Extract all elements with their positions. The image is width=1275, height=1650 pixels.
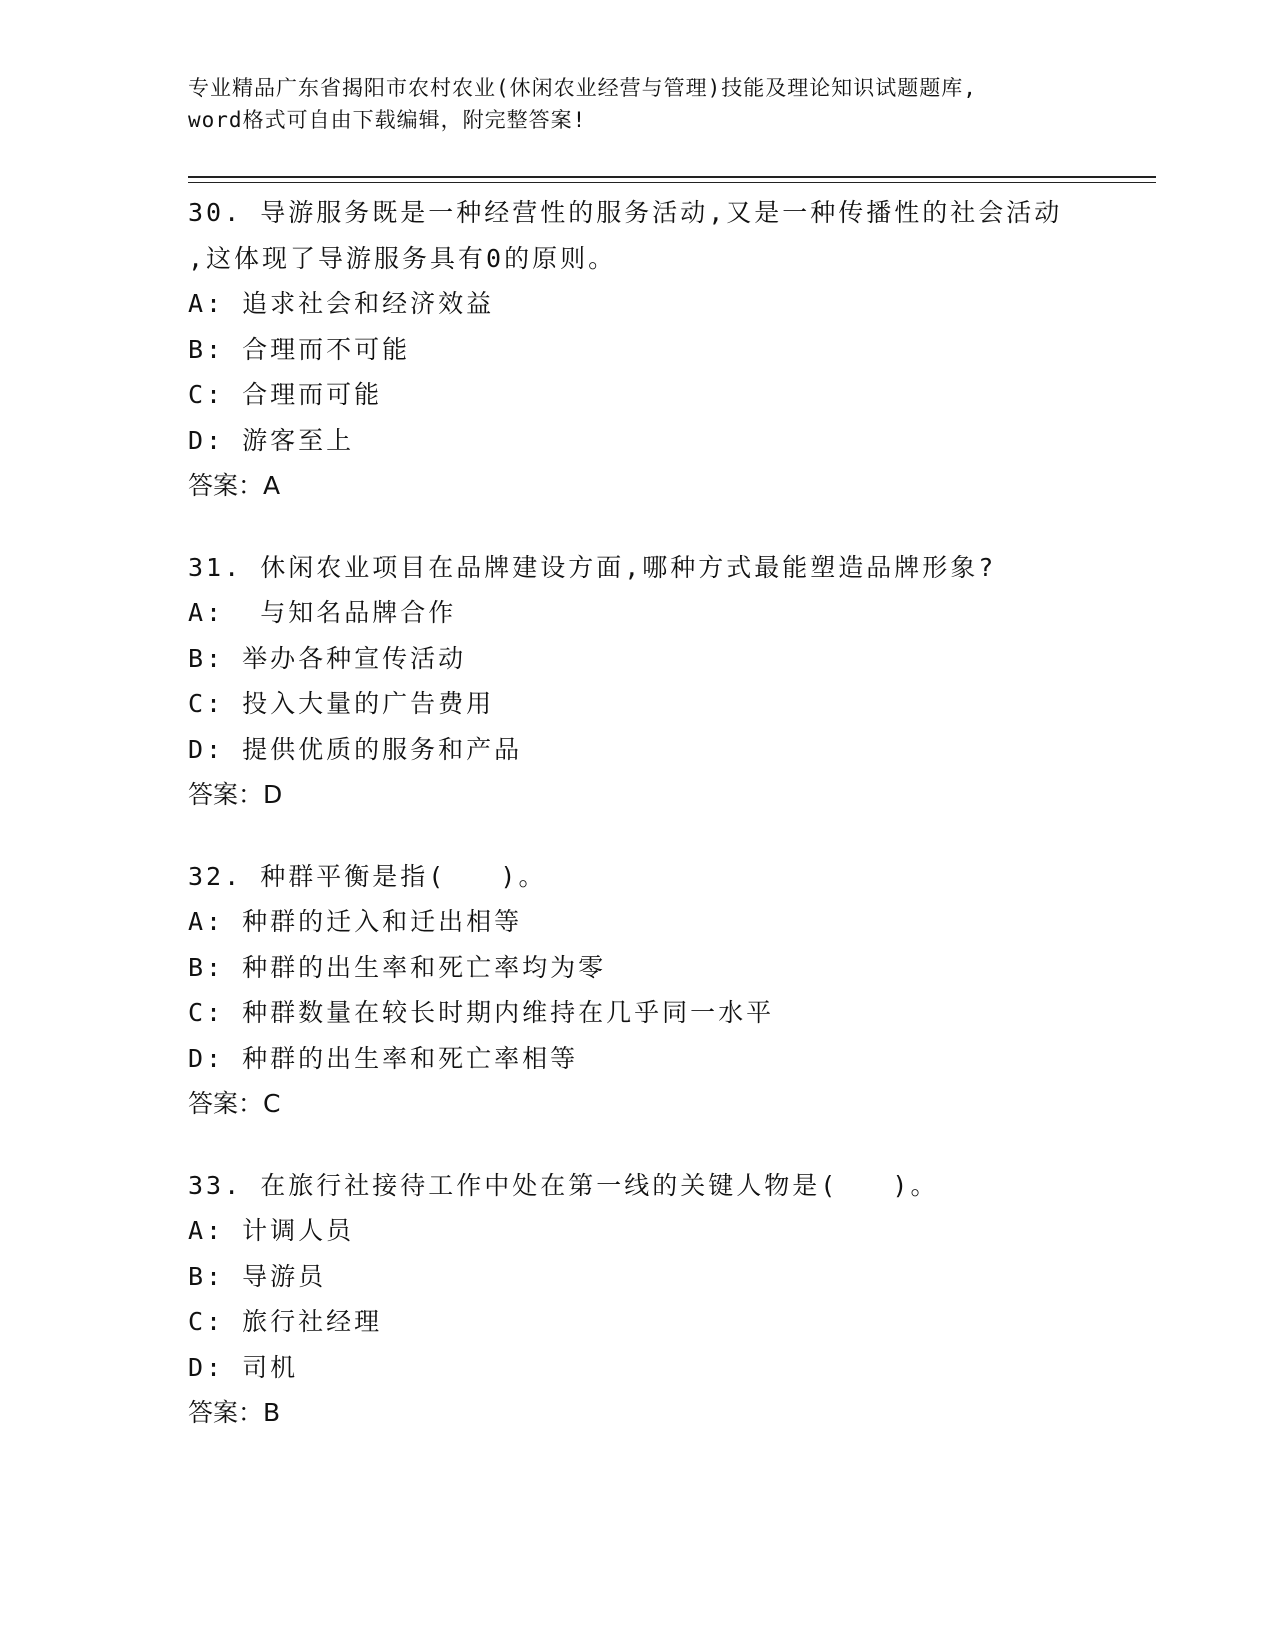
option-d: D: 种群的出生率和死亡率相等 (188, 1043, 579, 1073)
question-list (188, 190, 1088, 1472)
option-c: C: 旅行社经理 (188, 1307, 383, 1336)
option-c: C: 合理而可能 (188, 380, 383, 409)
question-stem: 32. 种群平衡是指( )。 (188, 861, 547, 891)
question-30 (188, 190, 1088, 509)
option-c: C: 种群数量在较长时期内维持在几乎同一水平 (188, 998, 775, 1027)
option-a: A: 与知名品牌合作 (188, 598, 457, 627)
question-stem: 30. 导游服务既是一种经营性的服务活动,又是一种传播性的社会活动 (188, 198, 1063, 227)
option-a: A: 追求社会和经济效益 (188, 289, 495, 318)
answer: 答案：A (188, 471, 281, 500)
option-d: D: 提供优质的服务和产品 (188, 734, 523, 764)
option-d: D: 游客至上 (188, 425, 355, 455)
option-b: B: 导游员 (188, 1261, 327, 1291)
option-a: A: 计调人员 (188, 1216, 355, 1245)
answer: 答案：D (188, 780, 283, 809)
option-b: B: 合理而不可能 (188, 334, 411, 364)
answer: 答案：C (188, 1089, 281, 1118)
question-33 (188, 1163, 1088, 1436)
option-c: C: 投入大量的广告费用 (188, 689, 495, 718)
option-d: D: 司机 (188, 1352, 299, 1382)
question-32 (188, 854, 1088, 1127)
header-line-2: word格式可自由下载编辑，附完整答案! (188, 108, 587, 132)
question-stem-continued: ,这体现了导游服务具有0的原则。 (188, 243, 617, 273)
question-stem: 33. 在旅行社接待工作中处在第一线的关键人物是( )。 (188, 1170, 939, 1200)
document-header (188, 72, 1088, 136)
header-line-1: 专业精品广东省揭阳市农村农业(休闲农业经营与管理)技能及理论知识试题题库, (188, 76, 977, 100)
answer: 答案：B (188, 1398, 281, 1427)
header-divider-thin (188, 182, 1156, 183)
option-b: B: 种群的出生率和死亡率均为零 (188, 952, 607, 982)
question-31 (188, 545, 1088, 818)
option-a: A: 种群的迁入和迁出相等 (188, 907, 523, 936)
header-divider-thick (188, 176, 1156, 178)
question-stem: 31. 休闲农业项目在品牌建设方面,哪种方式最能塑造品牌形象? (188, 552, 997, 582)
option-b: B: 举办各种宣传活动 (188, 643, 467, 673)
